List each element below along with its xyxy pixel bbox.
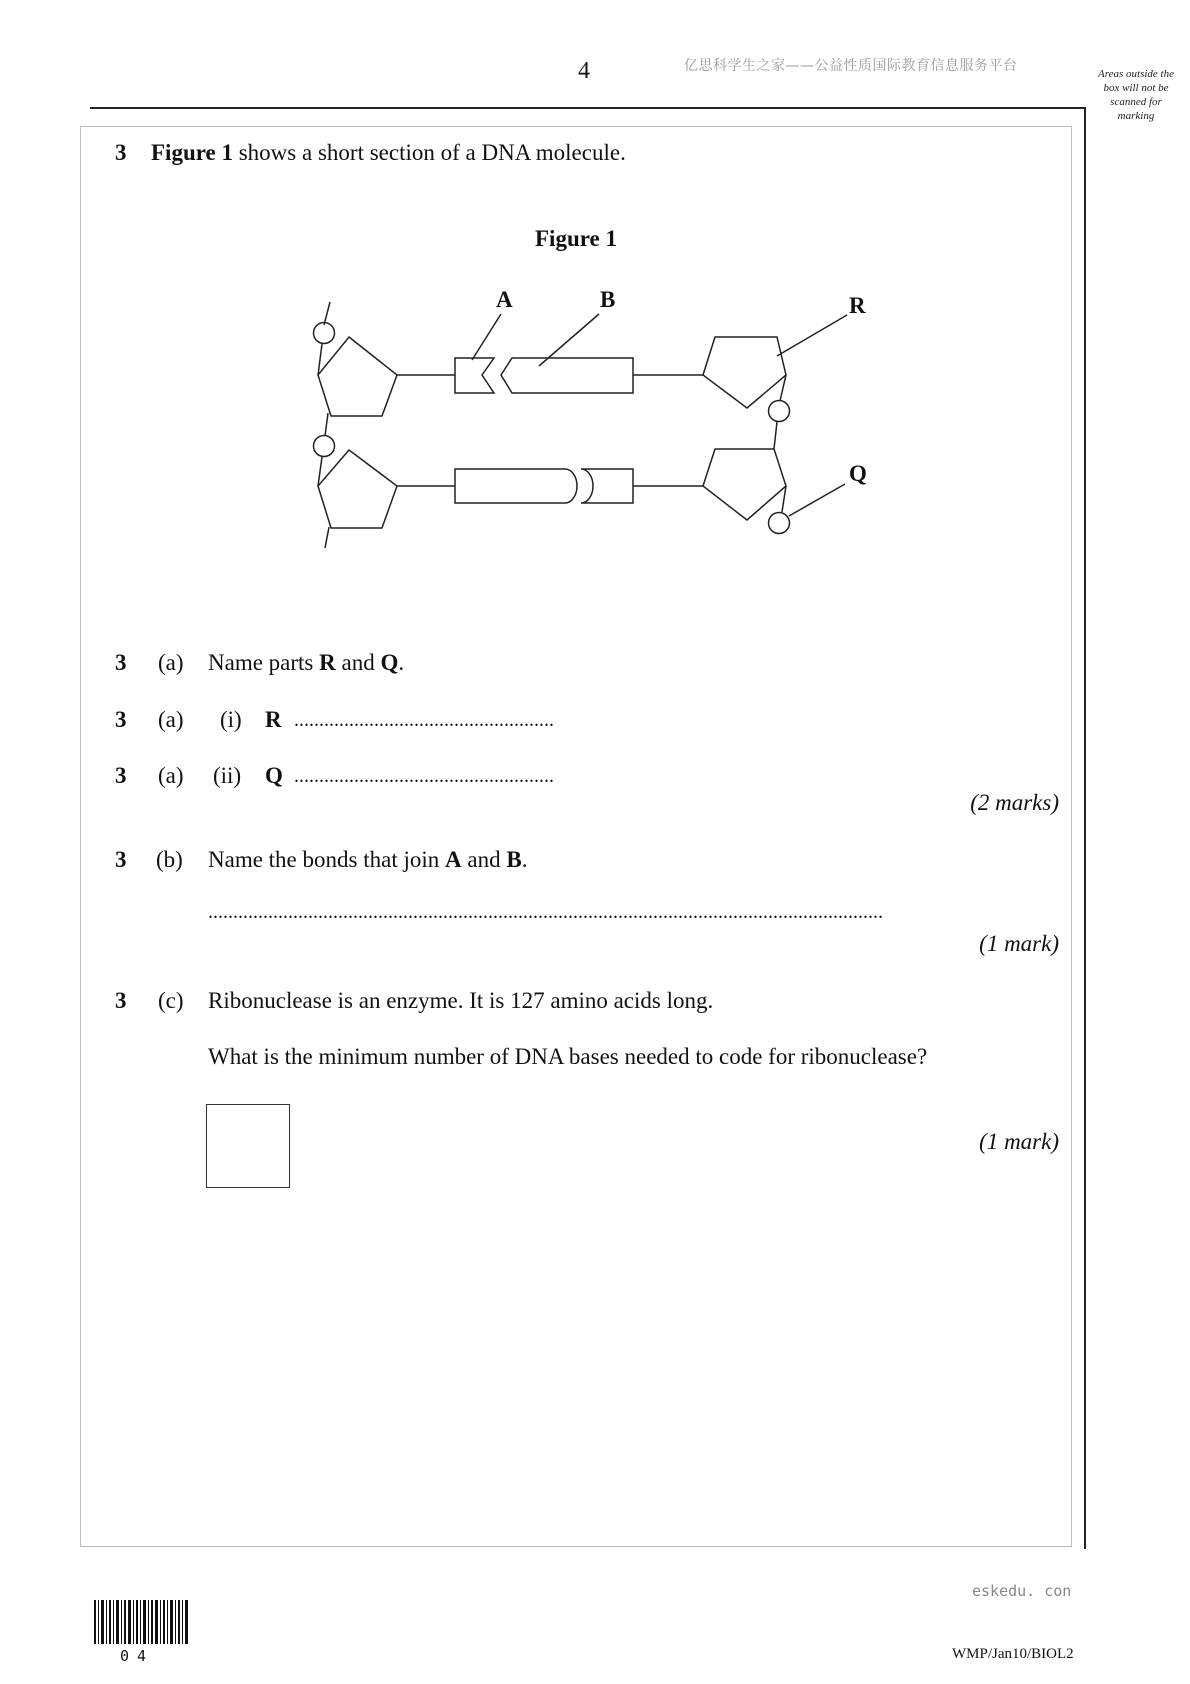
part-c-letter: (c) [158, 988, 184, 1013]
part-a-number: 3 [115, 650, 127, 675]
sugar-pentagon [318, 450, 397, 528]
label-a: A [445, 847, 462, 872]
base-a [455, 358, 494, 393]
footer-site: eskedu. con [972, 1582, 1072, 1600]
answer-line-q[interactable]: .................................................... [294, 765, 554, 787]
prompt-end: . [521, 847, 528, 872]
part-b-number: 3 [115, 847, 127, 872]
top-rule [90, 107, 1086, 109]
part-a-ii-letter: (a) [158, 763, 184, 788]
figure-ref: Figure 1 [151, 140, 233, 165]
leader-line-r [777, 315, 847, 356]
backbone-line [325, 413, 328, 436]
intro-text: shows a short section of a DNA molecule. [238, 140, 626, 165]
part-a-i-roman: (i) [220, 707, 242, 732]
part-a-i-number: 3 [115, 707, 127, 732]
leader-line-q [789, 484, 845, 516]
part-a-ii-roman: (ii) [213, 763, 242, 788]
part-a-letter: (a) [158, 650, 184, 675]
figure-label-b: B [600, 287, 616, 312]
question-number: 3 [115, 140, 127, 165]
page-number: 4 [578, 58, 590, 84]
label-r: R [319, 650, 336, 675]
part-a-prompt [208, 649, 404, 677]
part-a-ii-label: Q [265, 763, 283, 788]
part-a-marks: (2 marks) [970, 790, 1059, 815]
part-b-letter: (b) [156, 847, 183, 872]
prompt-text: Name parts [208, 650, 314, 675]
part-a-ii-number: 3 [115, 763, 127, 788]
part-a-i-label: R [265, 707, 282, 732]
label-b: B [506, 847, 522, 872]
figure-label-a: A [496, 287, 513, 312]
question-intro [151, 139, 626, 167]
backbone-line [325, 527, 329, 548]
answer-line-r[interactable]: .................................................... [294, 709, 554, 731]
base-pyrimidine [581, 469, 633, 503]
base-b [501, 358, 633, 393]
paper-code: WMP/Jan10/BIOL2 [952, 1646, 1074, 1662]
answer-line-bonds[interactable]: ....................................................................................................................................... [208, 901, 883, 923]
phosphate-circle [769, 513, 790, 534]
part-c-marks: (1 mark) [979, 1129, 1059, 1154]
answer-box[interactable] [206, 1104, 290, 1188]
barcode [94, 1600, 190, 1644]
prompt-and: and [341, 650, 375, 675]
figure-title: Figure 1 [535, 226, 617, 251]
watermark-text: 亿思科学生之家——公益性质国际教育信息服务平台 [684, 58, 1018, 74]
prompt-text: Name the bonds that join [208, 847, 440, 872]
phosphate-circle [314, 436, 335, 457]
backbone-line [774, 422, 777, 449]
prompt-and: and [467, 847, 501, 872]
part-a-i-letter: (a) [158, 707, 184, 732]
sugar-pentagon [318, 337, 397, 416]
part-c-text-2: What is the minimum number of DNA bases needed to code for ribonuclease? [208, 1044, 928, 1069]
figure-label-q: Q [849, 461, 867, 486]
leader-line-a [472, 314, 501, 360]
barcode-number: 04 [120, 1647, 155, 1665]
areas-outside-note: Areas outside the box will not be scanned for marking [1098, 68, 1174, 122]
part-c-number: 3 [115, 988, 127, 1013]
dna-figure [300, 280, 900, 550]
part-b-prompt [208, 846, 527, 874]
part-b-marks: (1 mark) [979, 931, 1059, 956]
right-margin-rule [1084, 107, 1086, 1549]
part-c-text-1: Ribonuclease is an enzyme. It is 127 amino acids long. [208, 988, 714, 1013]
prompt-end: . [398, 650, 405, 675]
base-purine [455, 469, 577, 503]
phosphate-circle [314, 323, 335, 344]
phosphate-circle [769, 401, 790, 422]
sugar-pentagon [703, 337, 786, 408]
backbone-line [324, 302, 330, 325]
sugar-pentagon [703, 449, 786, 520]
label-q: Q [380, 650, 399, 675]
figure-label-r: R [849, 293, 866, 318]
